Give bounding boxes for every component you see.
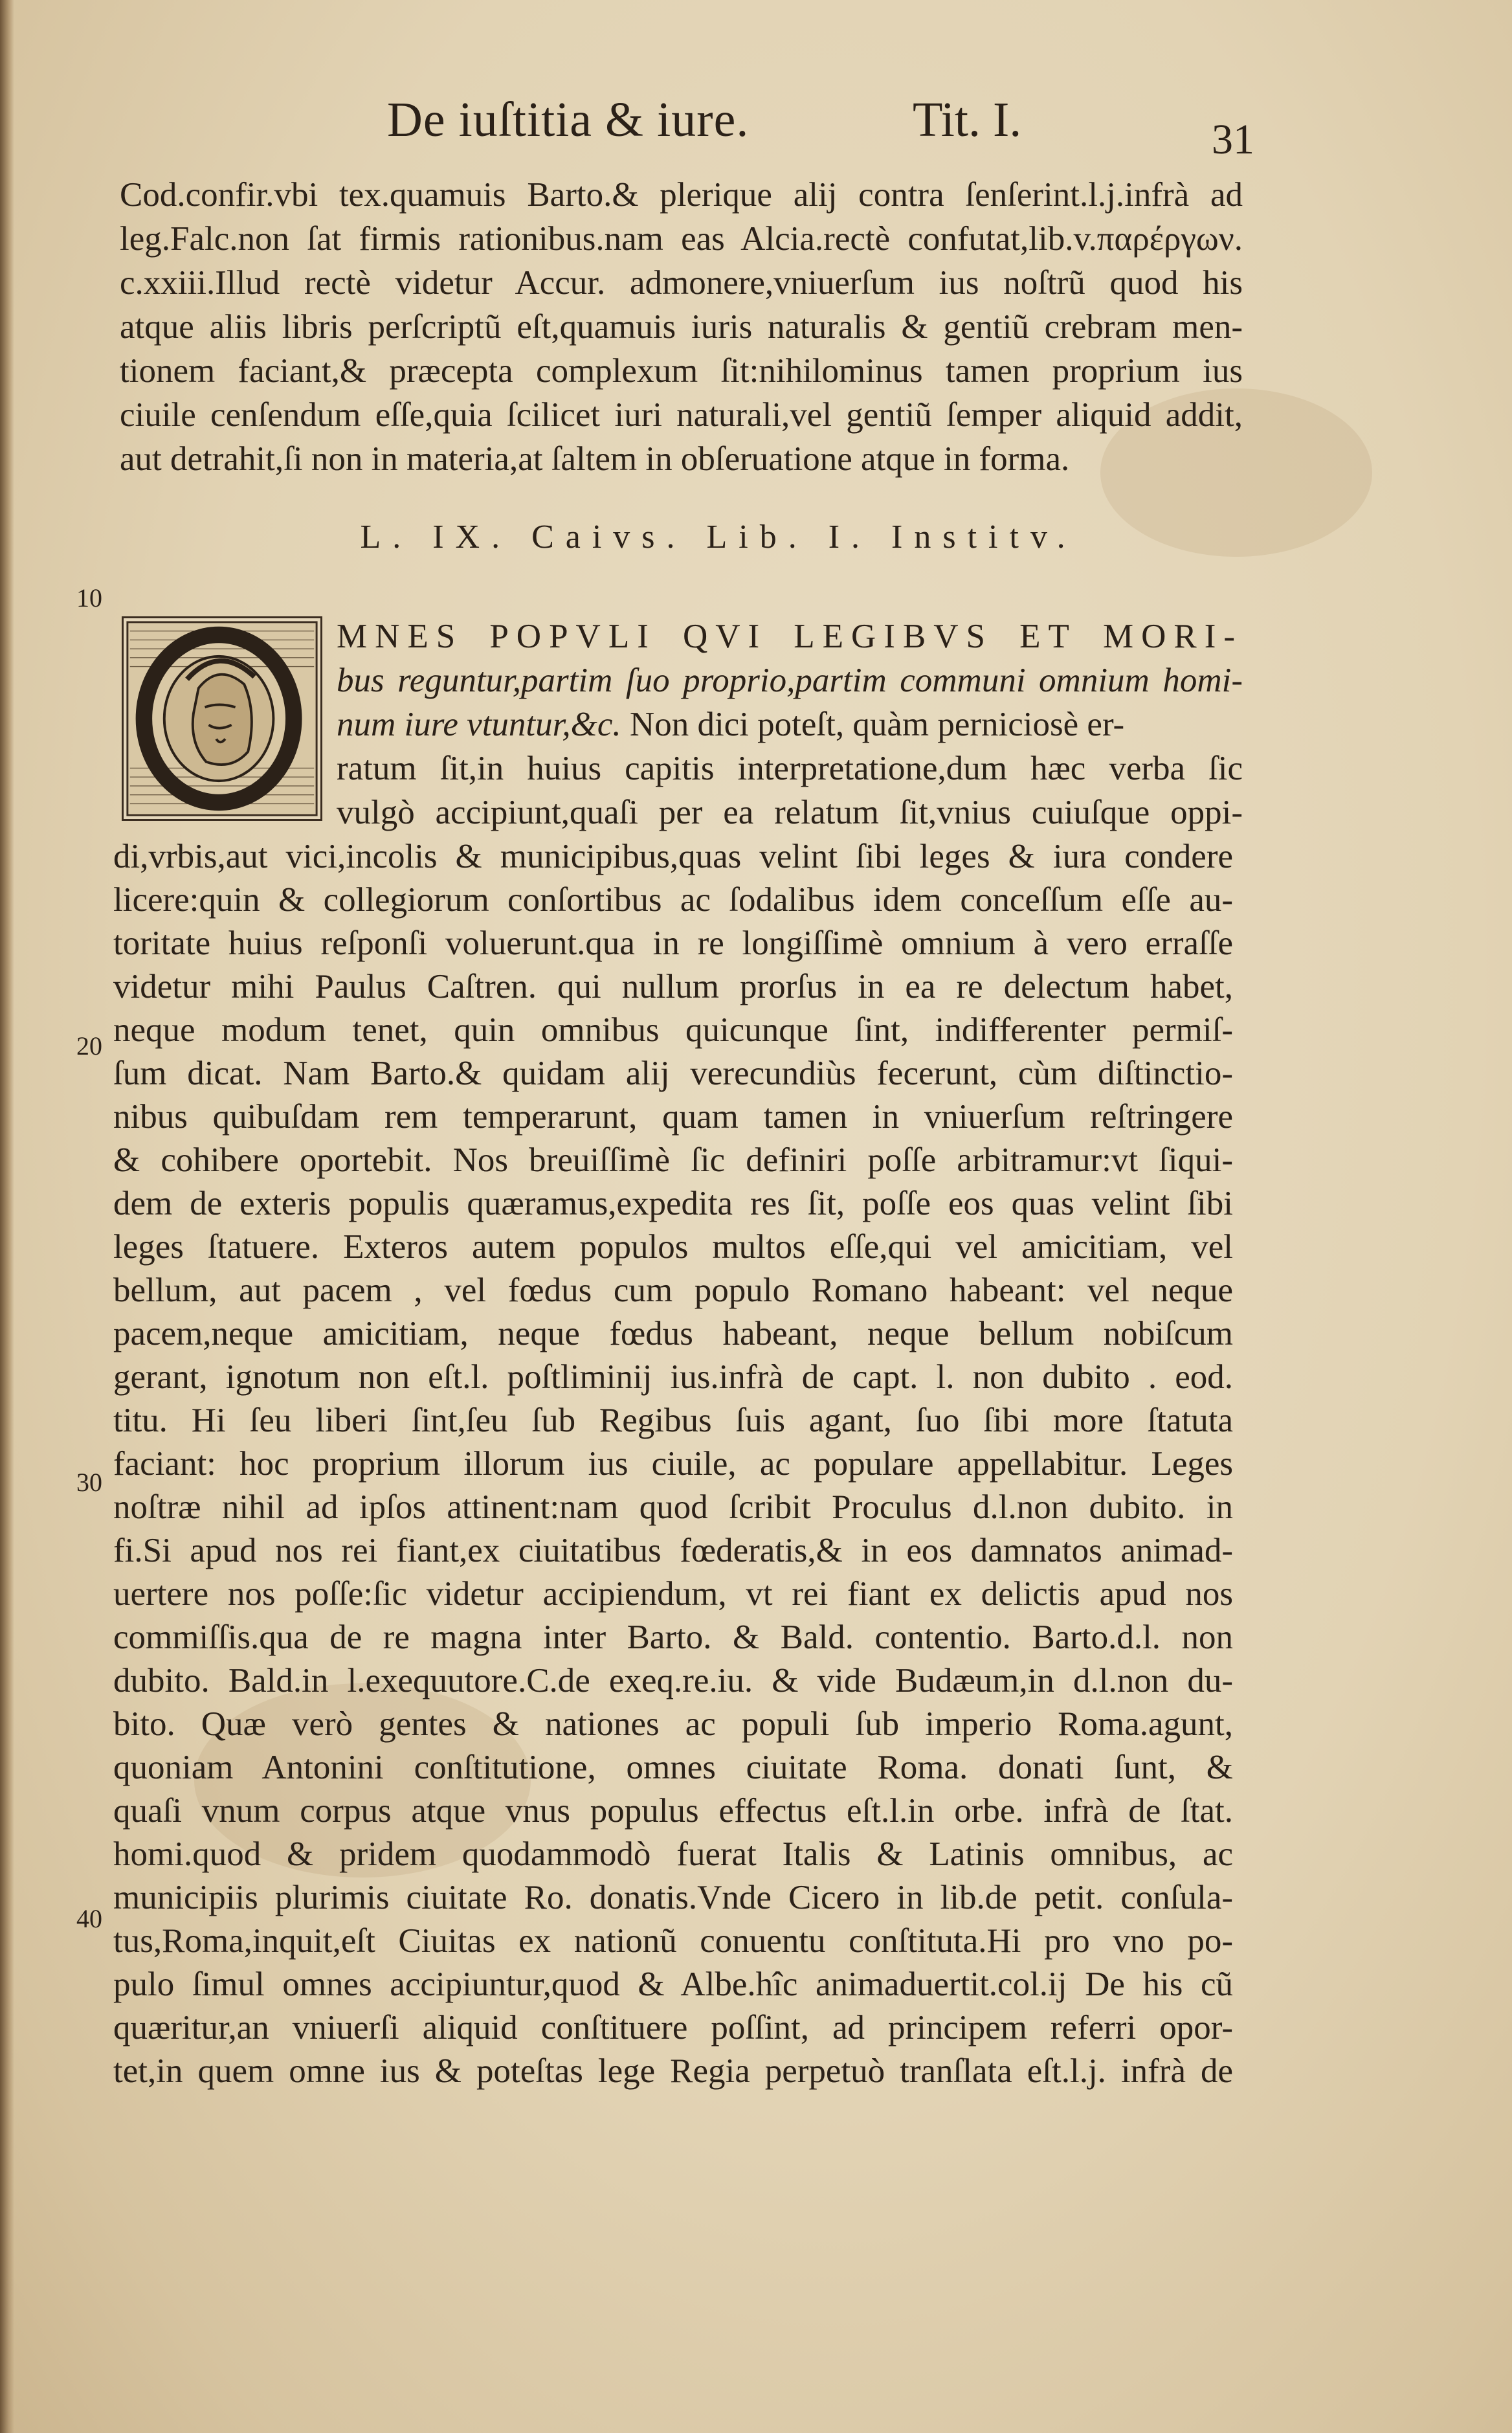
text-line: gerant, ignotum non eſt.l. poſtliminij ius.infrà de capt. l. non dubito . eod. [113, 1358, 1233, 1396]
text-line: toritate huius reſponſi voluerunt.qua in re longiſſimè omnium à vero erraſſe [113, 925, 1233, 962]
text-line: quoniam Antonini conſtitutione, omnes ciuitate Roma. donati ſunt, & [113, 1749, 1233, 1786]
line-number: 10 [76, 583, 102, 612]
text-line: ratum ſit,in huius capitis interpretatione,dum hæc verba ſic [337, 750, 1243, 787]
text-line: commiſſis.qua de re magna inter Barto. & Bald. contentio. Barto.d.l. non [113, 1619, 1233, 1656]
text-line: neque modum tenet, quin omnibus quicunque ſint, indifferenter permiſ- [113, 1011, 1233, 1049]
decorated-initial [122, 616, 322, 821]
text-line: bellum, aut pacem , vel fœdus cum populo Romano habeant: vel neque [113, 1272, 1233, 1309]
text-line: licere:quin & collegiorum conſortibus ac ſodalibus idem conceſſum eſſe au- [113, 881, 1233, 919]
line-number: 30 [76, 1468, 102, 1497]
text-line: faciant: hoc proprium illorum ius ciuile, ac populare appellabitur. Leges [113, 1445, 1233, 1483]
section-title: Tit. I. [913, 93, 1022, 147]
text-line: videtur mihi Paulus Caſtren. qui nullum prorſus in ea re delectum habet, [113, 968, 1233, 1005]
text-line: titu. Hi ſeu liberi ſint,ſeu ſub Regibus ſuis agant, ſuo ſibi more ſtatuta [113, 1402, 1233, 1439]
text-line: dem de exteris populis quæramus,expedita res ſit, poſſe eos quas velint ſibi [113, 1185, 1233, 1222]
initial-engraving [124, 618, 320, 819]
running-title: De iuſtitia & iure. [387, 93, 750, 147]
text-line: dubito. Bald.in l.exequutore.C.de exeq.re.iu. & vide Budæum,in d.l.non du- [113, 1662, 1233, 1699]
text-line: c.xxiii.Illud rectè videtur Accur. admonere,vniuerſum ius noſtrũ quod his [120, 264, 1243, 302]
text-line: homi.quod & pridem quodammodò fuerat Italis & Latinis omnibus, ac [113, 1835, 1233, 1873]
text-line: bito. Quæ verò gentes & nationes ac populi ſub imperio Roma.agunt, [113, 1705, 1233, 1743]
text-line: municipiis plurimis ciuitate Ro. donatis.Vnde Cicero in lib.de petit. conſula- [113, 1879, 1233, 1916]
text-line-italic: num iure vtuntur,&c. [337, 706, 621, 743]
text-line: & cohibere oportebit. Nos breuiſſimè ſic definiri poſſe arbitramur:vt ſiqui- [113, 1141, 1233, 1179]
text-line-italic: bus reguntur,partim ſuo proprio,partim communi omnium homi- [337, 662, 1243, 699]
line-number: 40 [76, 1904, 102, 1933]
text-line: fi.Si apud nos rei fiant,ex ciuitatibus fœderatis,& in eos damnatos animad- [113, 1532, 1233, 1569]
text-line: ciuile cenſendum eſſe,quia ſcilicet iuri naturali,vel gentiũ ſemper aliquid addit, [120, 396, 1243, 434]
text-line: Non dici poteſt, quàm perniciosè er- [621, 706, 1125, 743]
text-line: quaſi vnum corpus atque vnus populus effectus eſt.l.in orbe. infrà de ſtat. [113, 1792, 1233, 1830]
text-line: tionem faciant,& præcepta complexum ſit:nihilominus tamen proprium ius [120, 352, 1243, 390]
text-line: quæritur,an vniuerſi aliquid conſtituere poſſint, ad principem referri opor- [113, 2009, 1233, 2046]
page-gutter-shadow [0, 0, 14, 2433]
text-line: tus,Roma,inquit,eſt Ciuitas ex nationũ conuentu conſtituta.Hi pro vno po- [113, 1922, 1233, 1960]
text-line: ſum dicat. Nam Barto.& quidam alij verecundiùs fecerunt, cùm diſtinctio- [113, 1055, 1233, 1092]
page-number: 31 [1212, 116, 1254, 163]
text-line: leges ſtatuere. Exteros autem populos multos eſſe,qui vel amicitiam, vel [113, 1228, 1233, 1266]
text-line: atque aliis libris perſcriptũ eſt,quamuis iuris naturalis & gentiũ crebram men- [120, 308, 1243, 346]
text-line: aut detrahit,ſi non in materia,at ſaltem in obſeruatione atque in forma. [120, 440, 1070, 478]
text-line: pacem,neque amicitiam, neque fœdus habeant, neque bellum nobiſcum [113, 1315, 1233, 1352]
text-line: tet,in quem omne ius & poteſtas lege Regia perpetuò tranſlata eſt.l.j. infrà de [113, 2052, 1233, 2090]
text-line: vulgò accipiunt,quaſi per ea relatum ſit,vnius cuiuſque oppi- [337, 794, 1243, 831]
text-line: pulo ſimul omnes accipiuntur,quod & Albe.hîc animaduertit.col.ij De his cũ [113, 1966, 1233, 2003]
text-line: Cod.confir.vbi tex.quamuis Barto.& plerique alij contra ſenſerint.l.j.infrà ad [120, 176, 1243, 214]
running-head [0, 78, 1512, 163]
text-line: uertere nos poſſe:ſic videtur accipiendum, vt rei fiant ex delictis apud nos [113, 1575, 1233, 1613]
opening-capitals: MNES POPVLI QVI LEGIBVS ET MORI- [337, 618, 1243, 655]
law-heading: L. IX. Caivs. Lib. I. Institv. [360, 519, 1077, 555]
text-line: nibus quibuſdam rem temperarunt, quam tamen in vniuerſum reſtringere [113, 1098, 1233, 1136]
line-number: 20 [76, 1031, 102, 1060]
text-line: di,vrbis,aut vici,incolis & municipibus,quas velint ſibi leges & iura condere [113, 838, 1233, 875]
text-line: leg.Falc.non ſat firmis rationibus.nam eas Alcia.rectè confutat,lib.v.παρέργων. [120, 220, 1243, 258]
text-line: noſtræ nihil ad ipſos attinent:nam quod ſcribit Proculus d.l.non dubito. in [113, 1488, 1233, 1526]
